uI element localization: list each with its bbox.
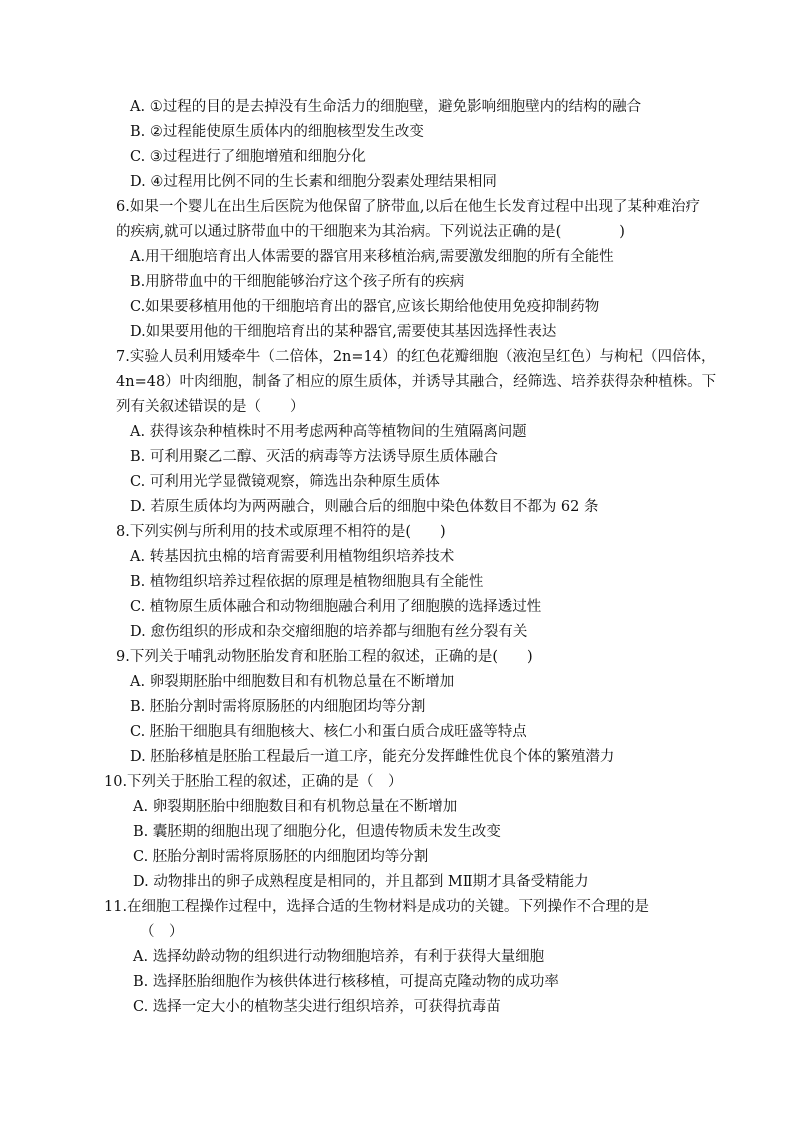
option-line: B. 囊胚期的细胞出现了细胞分化，但遗传物质未发生改变 xyxy=(133,824,501,840)
option-line: C. 可利用光学显微镜观察，筛选出杂种原生质体 xyxy=(130,474,440,490)
question-line: 8.下列实例与所利用的技术或原理不相符的是( ) xyxy=(116,524,446,540)
option-line: D. ④过程用比例不同的生长素和细胞分裂素处理结果相同 xyxy=(130,174,497,190)
continuation-line: （ ） xyxy=(140,924,184,940)
option-line: C. 选择一定大小的植物茎尖进行组织培养，可获得抗毒苗 xyxy=(133,999,501,1015)
option-line: D. 动物排出的卵子成熟程度是相同的，并且都到 MⅡ期才具备受精能力 xyxy=(133,874,589,890)
option-line: A. 卵裂期胚胎中细胞数目和有机物总量在不断增加 xyxy=(133,799,458,815)
question-line: 11.在细胞工程操作过程中，选择合适的生物材料是成功的关键。下列操作不合理的是 xyxy=(104,899,650,915)
option-line: C. ③过程进行了细胞增殖和细胞分化 xyxy=(130,149,366,165)
option-line: A.用干细胞培育出人体需要的器官用来移植治病,需要激发细胞的所有全能性 xyxy=(130,249,614,265)
option-line: C. 胚胎分割时需将原肠胚的内细胞团均等分割 xyxy=(133,849,429,865)
option-line: B. ②过程能使原生质体内的细胞核型发生改变 xyxy=(130,124,424,140)
question-line: 7.实验人员利用矮牵牛（二倍体，2n=14）的红色花瓣细胞（液泡呈红色）与枸杞（四倍体， xyxy=(116,349,716,365)
option-line: A. 卵裂期胚胎中细胞数目和有机物总量在不断增加 xyxy=(130,674,455,690)
continuation-line: 4n=48）叶肉细胞，制备了相应的原生质体，并诱导其融合，经筛选、培养获得杂种植株。下 xyxy=(116,374,717,390)
continuation-line: 的疾病,就可以通过脐带血中的干细胞来为其治病。下列说法正确的是( ) xyxy=(116,224,625,240)
question-line: 10.下列关于胚胎工程的叙述，正确的是（ ） xyxy=(104,774,403,790)
continuation-line: 列有关叙述错误的是（ ） xyxy=(116,399,305,415)
question-line: 9.下列关于哺乳动物胚胎发育和胚胎工程的叙述，正确的是( ) xyxy=(116,649,533,665)
option-line: A. 选择幼龄动物的组织进行动物细胞培养，有利于获得大量细胞 xyxy=(133,949,545,965)
option-line: C. 植物原生质体融合和动物细胞融合利用了细胞膜的选择透过性 xyxy=(130,599,542,615)
option-line: B. 选择胚胎细胞作为核供体进行核移植，可提高克隆动物的成功率 xyxy=(133,974,559,990)
option-line: C. 胚胎干细胞具有细胞核大、核仁小和蛋白质合成旺盛等特点 xyxy=(130,724,527,740)
option-line: B. 植物组织培养过程依据的原理是植物细胞具有全能性 xyxy=(130,574,484,590)
option-line: A. 获得该杂种植株时不用考虑两种高等植物间的生殖隔离问题 xyxy=(130,424,527,440)
option-line: D. 若原生质体均为两两融合，则融合后的细胞中染色体数目不都为 62 条 xyxy=(130,499,599,515)
option-line: D. 愈伤组织的形成和杂交瘤细胞的培养都与细胞有丝分裂有关 xyxy=(130,624,528,640)
option-line: D. 胚胎移植是胚胎工程最后一道工序，能充分发挥雌性优良个体的繁殖潜力 xyxy=(130,749,615,765)
option-line: B. 可利用聚乙二醇、灭活的病毒等方法诱导原生质体融合 xyxy=(130,449,498,465)
option-line: C.如果要移植用他的干细胞培育出的器官,应该长期给他使用免疫抑制药物 xyxy=(130,299,600,315)
question-line: 6.如果一个婴儿在出生后医院为他保留了脐带血,以后在他生长发育过程中出现了某种难治疗 xyxy=(116,199,700,215)
option-line: B. 胚胎分割时需将原肠胚的内细胞团均等分割 xyxy=(130,699,426,715)
option-line: A. ①过程的目的是去掉没有生命活力的细胞壁，避免影响细胞壁内的结构的融合 xyxy=(130,99,642,115)
option-line: B.用脐带血中的干细胞能够治疗这个孩子所有的疾病 xyxy=(130,274,465,290)
option-line: A. 转基因抗虫棉的培育需要利用植物组织培养技术 xyxy=(130,549,455,565)
option-line: D.如果要用他的干细胞培育出的某种器官,需要使其基因选择性表达 xyxy=(130,324,557,340)
